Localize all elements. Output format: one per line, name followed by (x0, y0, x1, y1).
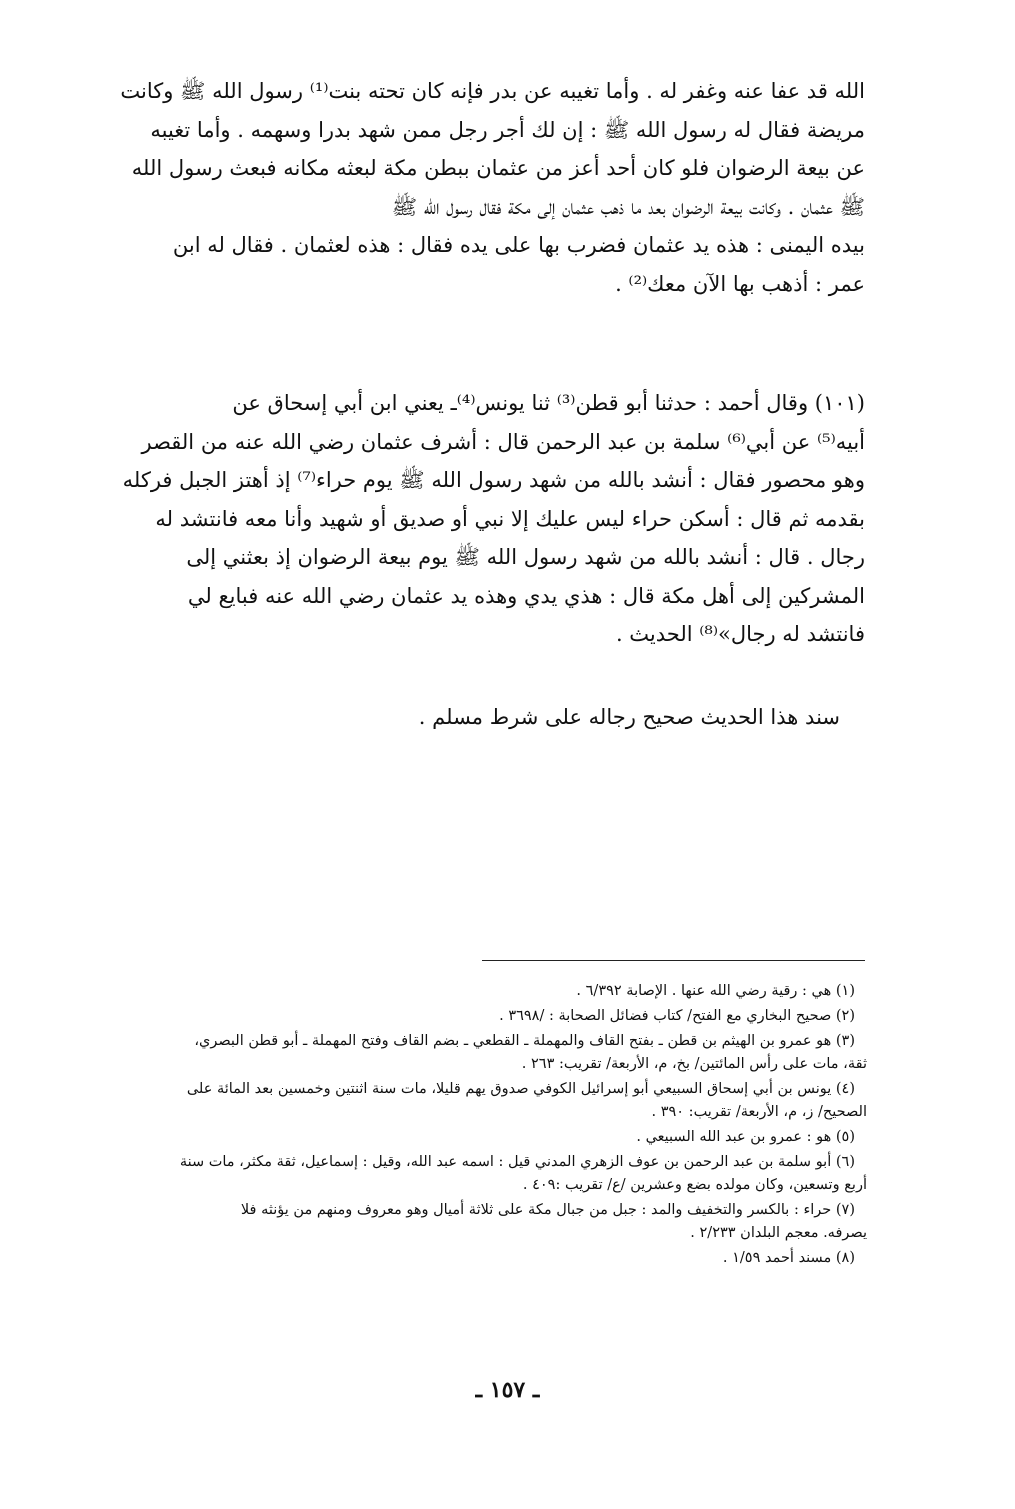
footnotes (68, 980, 867, 1272)
text-line: عن بيعة الرضوان فلو كان أحد أعز من عثمان ببطن مكة لبعثه مكانه فبعث رسول الله (131, 156, 865, 180)
footnote-line: (٢) صحيح البخاري مع الفتح/ كتاب فضائل الصحابة : /٣٦٩٨ . (499, 1008, 855, 1024)
footnote-line: (٥) هو : عمرو بن عبد الله السبيعي . (636, 1129, 855, 1145)
text-line: (١٠١) وقال أحمد : حدثنا أبو قطن⁽³⁾ ثنا يونس⁽⁴⁾ـ يعني ابن أبي إسحاق عن (232, 391, 865, 415)
footnote-line: أربع وتسعين، وكان مولده بضع وعشرين /ع/ تقريب :٤٠٩ . (522, 1177, 867, 1193)
footnote (68, 980, 867, 1003)
footnote-line: (٨) مسند أحمد ١/٥٩ . (722, 1250, 855, 1266)
text-line: وهو محصور فقال : أنشد بالله من شهد رسول الله ﷺ يوم حراء⁽⁷⁾ إذ أهتز الجبل فركله (122, 468, 865, 492)
verdict-line: سند هذا الحديث صحيح رجاله على شرط مسلم . (418, 705, 840, 729)
text-line: بقدمه ثم قال : أسكن حراء ليس عليك إلا نبي أو صديق أو شهيد وأنا معه فانتشد له (155, 506, 865, 531)
text-line: ﷺ عثمان . وكانت بيعة الرضوان بعد ما ذهب عثمان إلى مكة فقال رسول الله ﷺ (391, 194, 865, 219)
footnote-line: (١) هي : رقية رضي الله عنها . الإصابة ٦/٣٩٢ . (576, 983, 855, 999)
text-line: أبيه⁽⁵⁾ عن أبي⁽⁶⁾ سلمة بن عبد الرحمن قال : أشرف عثمان رضي الله عنه من القصر (141, 429, 865, 454)
text-line: رجال . قال : أنشد بالله من شهد رسول الله ﷺ يوم بيعة الرضوان إذ بعثني إلى (186, 545, 865, 569)
footnote (68, 1247, 867, 1270)
text-line: فانتشد له رجال»⁽⁸⁾ الحديث . (615, 622, 865, 646)
text-line: مريضة فقال له رسول الله ﷺ : إن لك أجر رجل ممن شهد بدرا وسهمه . وأما تغيبه (150, 117, 865, 142)
text-line: الله قد عفا عنه وغفر له . وأما تغيبه عن بدر فإنه كان تحته بنت⁽¹⁾ رسول الله ﷺ وكانت (120, 79, 865, 103)
footnote (68, 1005, 867, 1028)
text-line: المشركين إلى أهل مكة قال : هذي يدي وهذه يد عثمان رضي الله عنه فبايع لي (187, 583, 865, 608)
page-content (70, 58, 865, 1509)
text-line: بيده اليمنى : هذه يد عثمان فضرب بها على يده فقال : هذه لعثمان . فقال له ابن (172, 233, 865, 257)
main-paragraph-1 (70, 72, 865, 303)
footnote-line: (٧) حراء : بالكسر والتخفيف والمد : جبل من جبال مكة على ثلاثة أميال وهو معروف ومنهم من يؤنثه فلا (240, 1202, 855, 1218)
footnote (68, 1078, 867, 1124)
text-line: عمر : أذهب بها الآن معك⁽²⁾ . (615, 271, 865, 296)
footnote-divider (482, 960, 865, 961)
footnote-line: (٦) أبو سلمة بن عبد الرحمن بن عوف الزهري المدني قيل : اسمه عبد الله، وقيل : إسماعيل، ثقة مكثر، مات سنة (179, 1154, 855, 1170)
footnote-line: يصرفه. معجم البلدان ٢/٢٣٣ . (690, 1225, 867, 1241)
footnote (68, 1199, 867, 1245)
footnote-line: ثقة، مات على رأس المائتين/ بخ، م، الأربعة/ تقريب: ٢٦٣ . (521, 1056, 867, 1072)
footnote-line: (٤) يونس بن أبي إسحاق السبيعي أبو إسرائيل الكوفي صدوق يهم قليلا، مات سنة اثنتين وخمسين بعد المائة على (186, 1081, 855, 1097)
page-number: ـ ١٥٧ ـ (475, 1377, 540, 1403)
footnote (68, 1030, 867, 1076)
footnote (68, 1126, 867, 1149)
hadith-paragraph-101 (70, 384, 865, 654)
footnote-line: الصحيح/ ز، م، الأربعة/ تقريب: ٣٩٠ . (651, 1104, 867, 1120)
footnote (68, 1151, 867, 1197)
footnote-line: (٣) هو عمرو بن الهيثم بن قطن ـ بفتح القاف والمهملة ـ القطعي ـ بضم القاف وفتح المهملة ـ أبو قطن البصري، (194, 1033, 855, 1049)
